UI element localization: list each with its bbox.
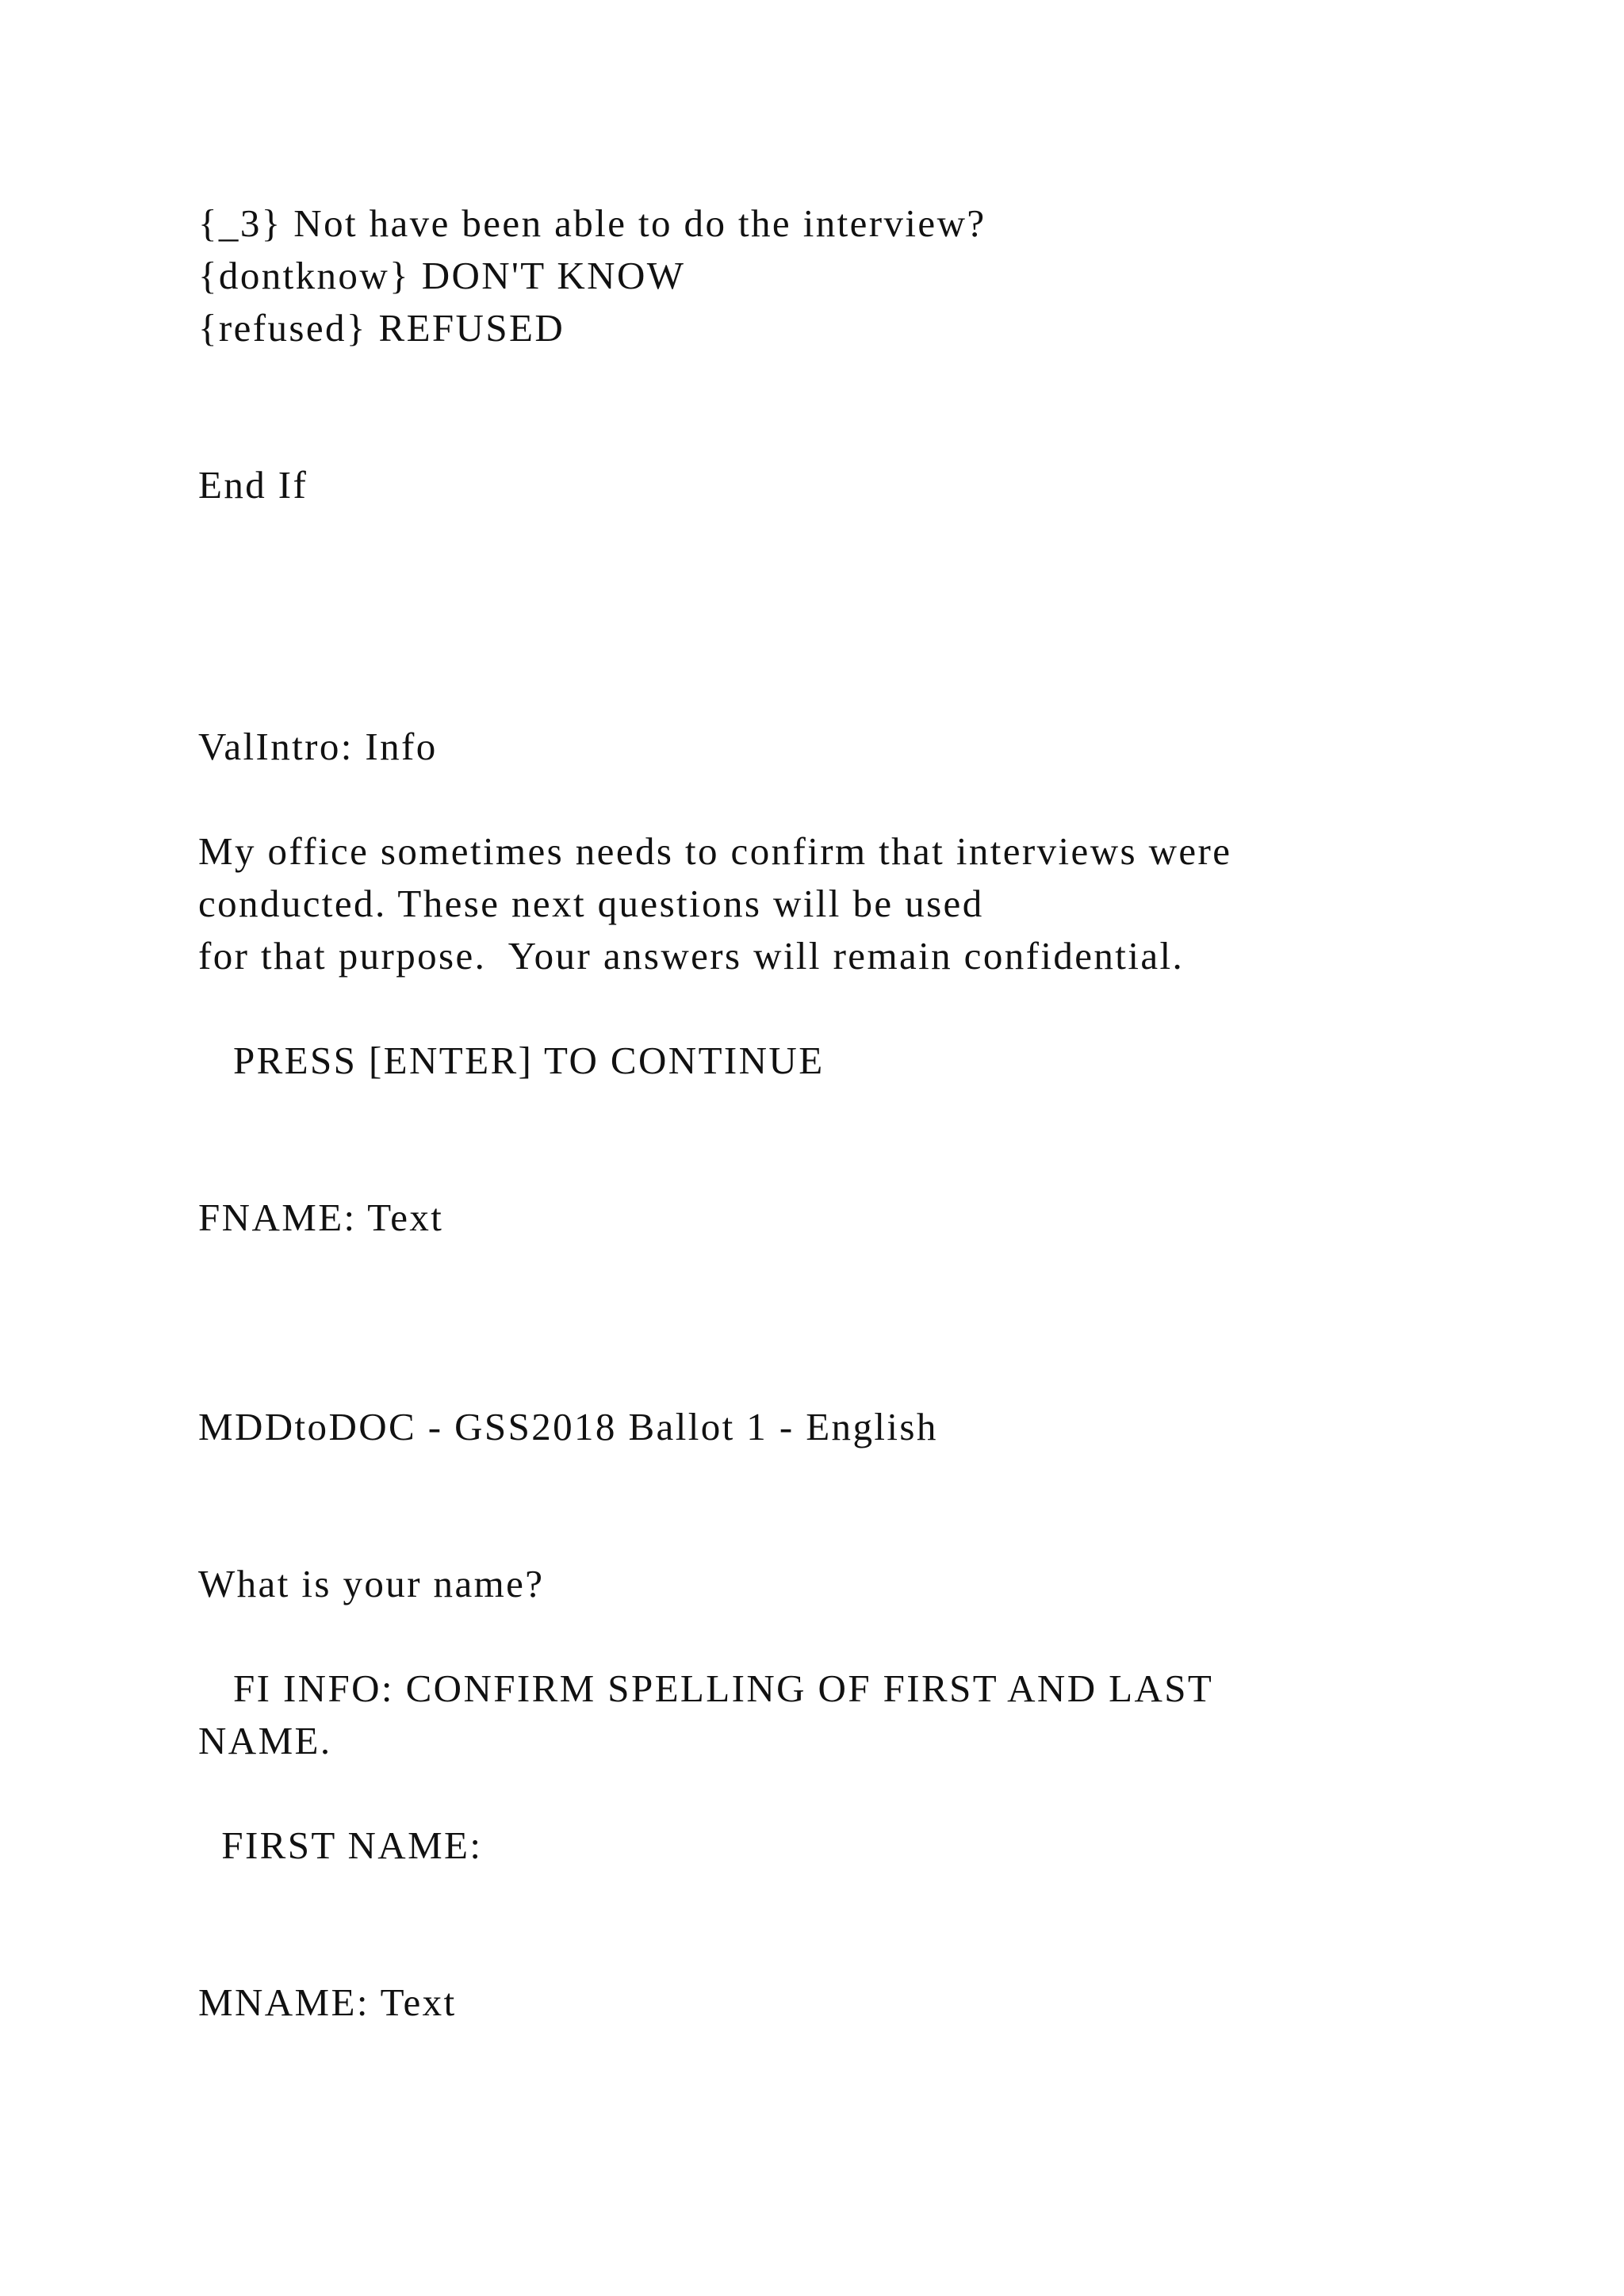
- section-heading-mname: MNAME: Text: [198, 1980, 457, 2024]
- intro-paragraph-line-1: My office sometimes needs to confirm that interviews were: [198, 829, 1232, 873]
- response-option-3: {_3} Not have been able to do the interview?: [198, 201, 986, 245]
- fi-info-line-1: FI INFO: CONFIRM SPELLING OF FIRST AND LAST: [198, 1667, 1214, 1710]
- press-enter-instruction: PRESS [ENTER] TO CONTINUE: [198, 1039, 825, 1082]
- end-if-statement: End If: [198, 463, 308, 507]
- fi-info-line-2: NAME.: [198, 1719, 332, 1762]
- document-footer-title: MDDtoDOC - GSS2018 Ballot 1 - English: [198, 1405, 938, 1448]
- section-heading-fname: FNAME: Text: [198, 1196, 444, 1239]
- question-text: What is your name?: [198, 1562, 545, 1605]
- intro-paragraph-line-2: conducted. These next questions will be used: [198, 882, 984, 925]
- response-option-dont-know: {dontknow} DON'T KNOW: [198, 254, 686, 297]
- first-name-label: FIRST NAME:: [198, 1823, 483, 1867]
- response-option-refused: {refused} REFUSED: [198, 306, 565, 350]
- section-heading-valintro: ValIntro: Info: [198, 725, 438, 768]
- intro-paragraph-line-3: for that purpose. Your answers will remain confidential.: [198, 934, 1185, 978]
